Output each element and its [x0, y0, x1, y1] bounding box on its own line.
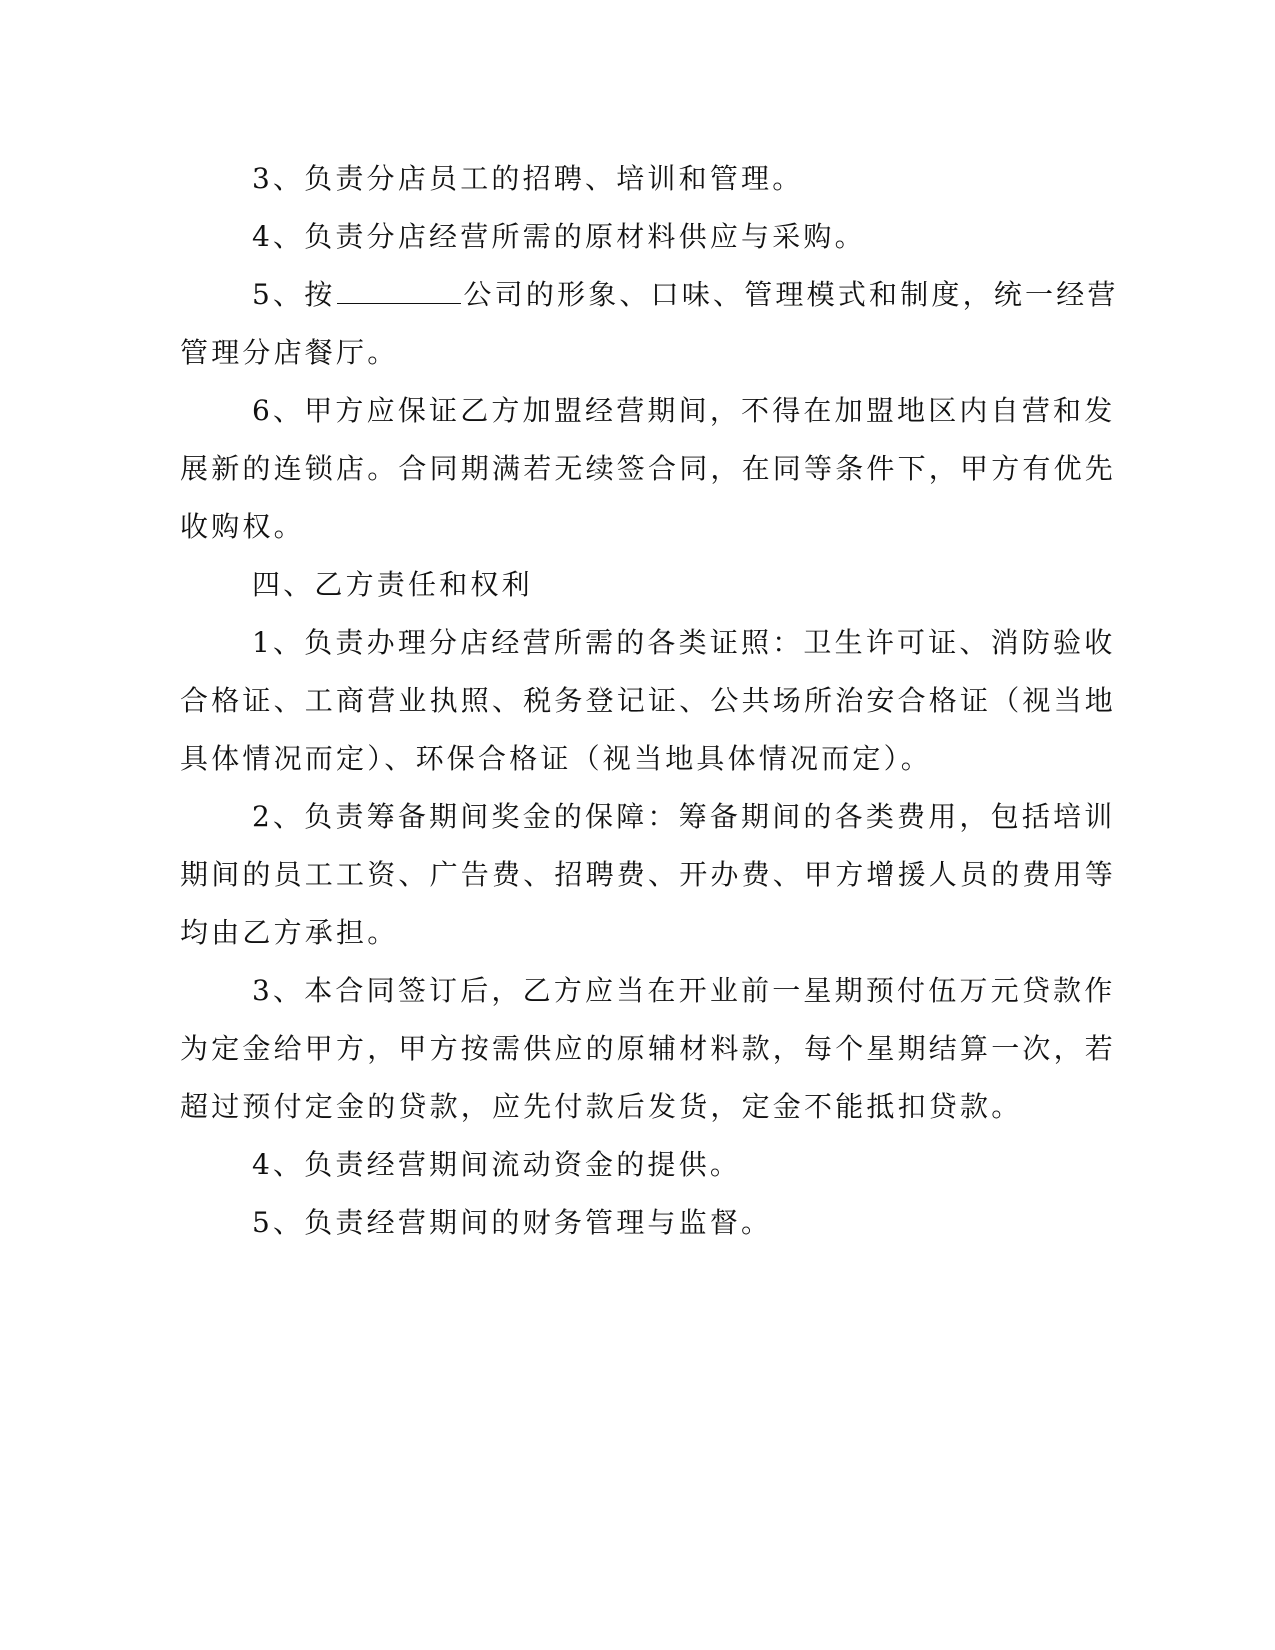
document-page	[180, 150, 1119, 1252]
paragraph-line: 展新的连锁店。合同期满若无续签合同，在同等条件下，甲方有优先	[180, 452, 1117, 485]
paragraph-line: 均由乙方承担。	[180, 916, 399, 949]
paragraph-line: 为定金给甲方，甲方按需供应的原辅材料款，每个星期结算一次，若	[180, 1032, 1117, 1065]
paragraph-line: 4、负责分店经营所需的原材料供应与采购。	[252, 220, 866, 253]
paragraph-line: 1、负责办理分店经营所需的各类证照：卫生许可证、消防验收	[252, 626, 1116, 659]
paragraph-line: 5、负责经营期间的财务管理与监督。	[252, 1206, 773, 1239]
text-span: 5、按	[252, 278, 336, 311]
paragraph-line	[180, 266, 1119, 324]
fill-in-blank	[337, 273, 461, 304]
paragraph-line: 3、本合同签订后，乙方应当在开业前一星期预付伍万元贷款作	[252, 974, 1116, 1007]
section-heading: 四、乙方责任和权利	[252, 568, 533, 601]
paragraph-line: 超过预付定金的贷款，应先付款后发货，定金不能抵扣贷款。	[180, 1090, 1023, 1123]
paragraph-line: 期间的员工工资、广告费、招聘费、开办费、甲方增援人员的费用等	[180, 858, 1117, 891]
paragraph-line: 管理分店餐厅。	[180, 336, 399, 369]
paragraph-line: 4、负责经营期间流动资金的提供。	[252, 1148, 742, 1181]
text-span: 公司的形象、口味、管理模式和制度，统一经营	[463, 278, 1119, 311]
paragraph-line: 合格证、工商营业执照、税务登记证、公共场所治安合格证（视当地	[180, 684, 1117, 717]
paragraph-line: 2、负责筹备期间奖金的保障：筹备期间的各类费用，包括培训	[252, 800, 1116, 833]
paragraph-line: 3、负责分店员工的招聘、培训和管理。	[252, 162, 804, 195]
paragraph-line: 具体情况而定）、环保合格证（视当地具体情况而定）。	[180, 742, 933, 775]
paragraph-line: 6、甲方应保证乙方加盟经营期间，不得在加盟地区内自营和发	[252, 394, 1116, 427]
paragraph-line: 收购权。	[180, 510, 305, 543]
